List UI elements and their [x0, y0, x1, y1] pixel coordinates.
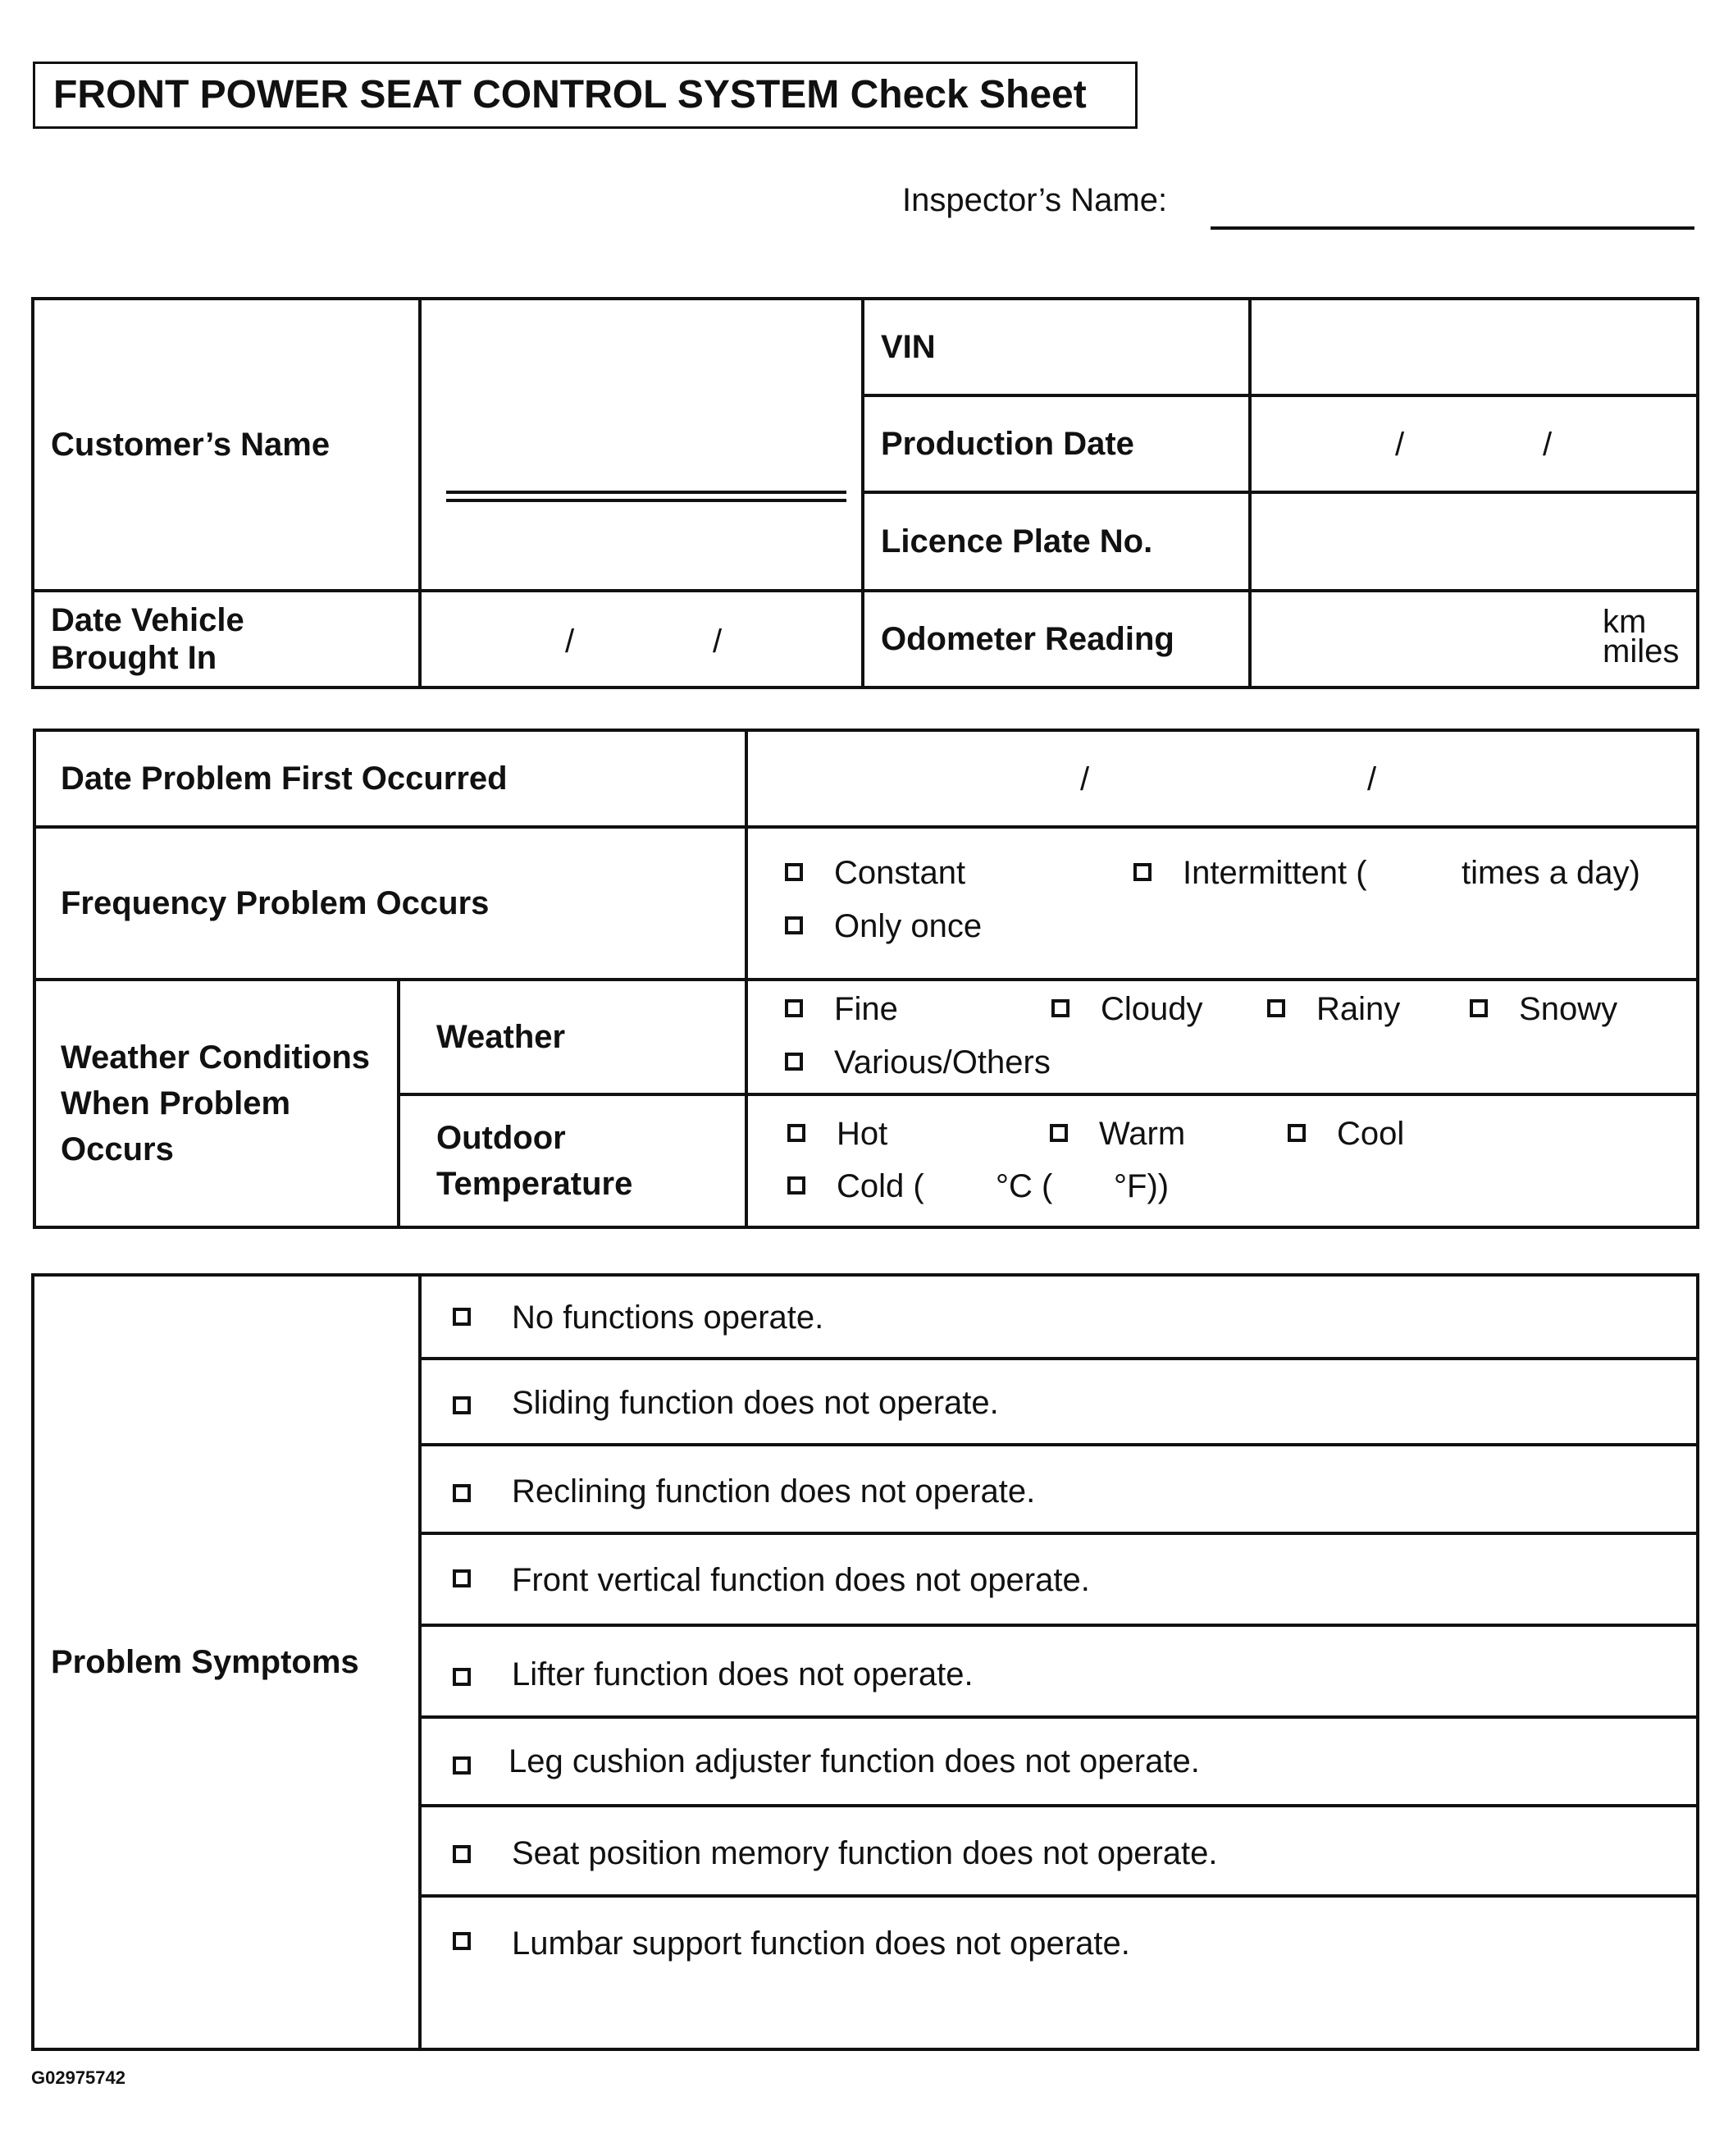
freq-constant-text: Constant [834, 855, 966, 891]
inspector-name-field[interactable] [1211, 226, 1694, 230]
weather-fine-option[interactable] [785, 991, 898, 1028]
symptom-checkbox[interactable] [453, 1756, 471, 1775]
temp-celsius-text: °C ( [996, 1168, 1053, 1204]
problem-symptoms-table [31, 1273, 1699, 2051]
production-date-field[interactable] [1250, 395, 1698, 492]
temp-warm-option[interactable] [1050, 1116, 1185, 1153]
first-occurred-sep-2: / [1367, 761, 1377, 797]
weather-conditions-label-line-3: Occurs [61, 1131, 174, 1167]
symptom-checkbox[interactable] [453, 1569, 471, 1587]
customer-name-double-line [446, 491, 846, 502]
outdoor-temperature-label-line-1: Outdoor [436, 1120, 566, 1156]
symptom-row[interactable] [420, 1445, 1698, 1533]
freq-constant-checkbox[interactable] [785, 863, 803, 881]
odometer-unit-miles: miles [1603, 633, 1680, 669]
freq-once-checkbox[interactable] [785, 916, 803, 934]
vehicle-info-table [31, 297, 1699, 689]
weather-snowy-text: Snowy [1519, 991, 1618, 1027]
production-date-sep-1: / [1395, 427, 1405, 463]
first-occurred-sep-1: / [1080, 761, 1090, 797]
date-brought-in-label-line-2: Brought In [51, 640, 217, 676]
symptom-checkbox[interactable] [453, 1668, 471, 1686]
frequency-label: Frequency Problem Occurs [34, 827, 746, 980]
temp-warm-checkbox[interactable] [1050, 1124, 1068, 1142]
weather-options [746, 980, 1698, 1094]
symptom-row[interactable] [420, 1533, 1698, 1625]
weather-rainy-checkbox[interactable] [1267, 999, 1285, 1017]
date-brought-sep-2: / [713, 624, 723, 660]
weather-fine-text: Fine [834, 991, 898, 1027]
temp-hot-checkbox[interactable] [787, 1124, 805, 1142]
weather-conditions-label-line-2: When Problem [61, 1085, 291, 1121]
freq-once-option[interactable] [785, 908, 982, 945]
weather-snowy-option[interactable] [1470, 991, 1617, 1028]
outdoor-temperature-label-line-2: Temperature [436, 1166, 633, 1202]
symptom-row[interactable] [420, 1359, 1698, 1445]
symptom-checkbox[interactable] [453, 1308, 471, 1326]
temp-cool-text: Cool [1337, 1116, 1405, 1152]
temp-cold-checkbox[interactable] [787, 1176, 805, 1194]
production-date-label: Production Date [863, 395, 1250, 492]
symptom-checkbox[interactable] [453, 1932, 471, 1950]
temp-warm-text: Warm [1099, 1116, 1186, 1152]
temp-hot-option[interactable] [787, 1116, 887, 1153]
symptom-row[interactable] [420, 1717, 1698, 1806]
licence-plate-label: Licence Plate No. [863, 492, 1250, 591]
weather-various-checkbox[interactable] [785, 1053, 803, 1071]
inspector-name-label: Inspector’s Name: [902, 182, 1168, 218]
weather-cloudy-option[interactable] [1051, 991, 1203, 1028]
weather-various-text: Various/Others [834, 1044, 1051, 1080]
page-title: FRONT POWER SEAT CONTROL SYSTEM Check Sheet [33, 62, 1138, 129]
weather-various-option[interactable] [785, 1044, 1051, 1081]
customer-name-field[interactable] [420, 299, 863, 591]
freq-once-text: Only once [834, 908, 983, 944]
odometer-label: Odometer Reading [863, 591, 1250, 687]
figure-code: G02975742 [31, 2067, 125, 2088]
symptom-checkbox[interactable] [453, 1396, 471, 1414]
temp-cool-checkbox[interactable] [1288, 1124, 1306, 1142]
odometer-field[interactable] [1250, 591, 1698, 687]
first-occurred-label: Date Problem First Occurred [34, 730, 746, 827]
freq-times-a-day-text: times a day) [1462, 855, 1640, 891]
symptom-text: Lumbar support function does not operate. [512, 1925, 1130, 1962]
weather-conditions-label-line-1: Weather Conditions [61, 1039, 371, 1076]
weather-rainy-option[interactable] [1267, 991, 1400, 1028]
symptom-row[interactable] [420, 1275, 1698, 1359]
weather-cloudy-checkbox[interactable] [1051, 999, 1069, 1017]
conditions-table [33, 729, 1699, 1229]
weather-conditions-label [34, 980, 399, 1227]
weather-cloudy-text: Cloudy [1101, 991, 1203, 1027]
temp-fahrenheit-text: °F)) [1114, 1168, 1170, 1204]
weather-label: Weather [399, 980, 746, 1094]
date-brought-sep-1: / [565, 624, 575, 660]
symptom-row[interactable] [420, 1896, 1698, 2049]
problem-symptoms-label: Problem Symptoms [33, 1275, 420, 2049]
symptom-checkbox[interactable] [453, 1845, 471, 1863]
symptom-text: No functions operate. [512, 1300, 824, 1336]
weather-rainy-text: Rainy [1316, 991, 1401, 1027]
licence-plate-field[interactable] [1250, 492, 1698, 591]
customer-name-label: Customer’s Name [33, 299, 420, 591]
temp-cool-option[interactable] [1288, 1116, 1404, 1153]
odometer-unit-km: km [1603, 604, 1647, 640]
date-brought-in-label-line-1: Date Vehicle [51, 602, 244, 638]
production-date-sep-2: / [1543, 427, 1553, 463]
temp-cold-option[interactable] [787, 1168, 924, 1205]
freq-intermittent-option[interactable] [1133, 855, 1367, 892]
freq-constant-option[interactable] [785, 855, 965, 892]
symptom-row[interactable] [420, 1625, 1698, 1717]
symptom-text: Reclining function does not operate. [512, 1473, 1036, 1510]
temp-hot-text: Hot [837, 1116, 888, 1152]
temp-cold-text: Cold ( [837, 1168, 924, 1204]
freq-intermittent-text: Intermittent ( [1183, 855, 1367, 891]
vin-label: VIN [863, 299, 1250, 395]
first-occurred-field[interactable] [746, 730, 1698, 827]
symptom-text: Front vertical function does not operate. [512, 1562, 1090, 1598]
symptom-text: Leg cushion adjuster function does not operate. [508, 1743, 1200, 1779]
symptom-row[interactable] [420, 1806, 1698, 1896]
symptom-text: Seat position memory function does not operate. [512, 1835, 1218, 1871]
date-brought-in-label [33, 591, 420, 687]
weather-fine-checkbox[interactable] [785, 999, 803, 1017]
symptom-text: Sliding function does not operate. [512, 1385, 999, 1421]
symptom-checkbox[interactable] [453, 1484, 471, 1502]
outdoor-temperature-label [399, 1094, 746, 1227]
date-brought-in-field[interactable] [420, 591, 863, 687]
frequency-options [746, 827, 1698, 980]
temperature-options [746, 1094, 1698, 1227]
symptom-text: Lifter function does not operate. [512, 1656, 974, 1692]
freq-intermittent-checkbox[interactable] [1133, 863, 1152, 881]
weather-snowy-checkbox[interactable] [1470, 999, 1488, 1017]
vin-field[interactable] [1250, 299, 1698, 395]
